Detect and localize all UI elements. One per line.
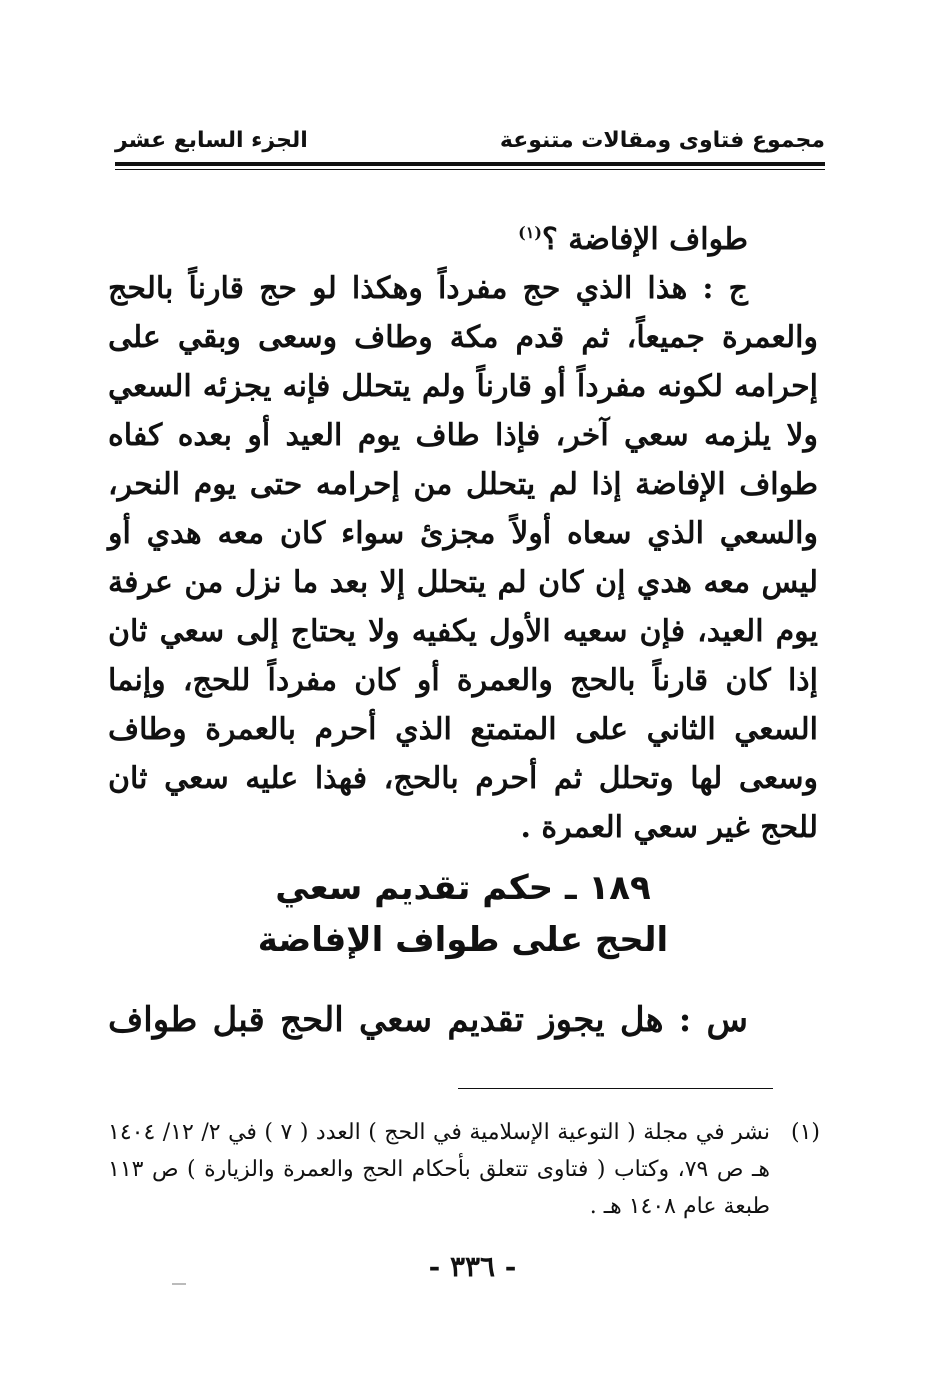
- fatwa-body: [108, 208, 818, 852]
- answer-paragraph: [108, 264, 818, 852]
- question-tail-text: طواف الإفاضة ؟: [541, 222, 748, 257]
- header-rule-thin: [115, 169, 825, 170]
- answer-text: ج : هذا الذي حج مفرداً وهكذا لو حج قارناً بالحج والعمرة جميعاً، ثم قدم مكة وطاف وسعى وبقي على إحرامه لكونه مفرداً أو قارناً ولم يتحلل فإنه يجزئه السعي ولا يلزمه سعي آخر، فإذا طاف يوم العيد أو بعده كفاه طواف الإفاضة إذا لم يتحلل من إحرامه حتى يوم النحر، والسعي الذي سعاه أولاً مجزئ سواء كان معه هدي أو ليس معه هدي إن كان لم يتحلل إلا بعد ما نزل من عرفة يوم العيد، فإن سعيه الأول يكفيه ولا يحتاج إلى سعي ثان إذا كان قارناً بالحج والعمرة أو كان مفرداً للحج، وإنما السعي الثاني على المتمتع الذي أحرم بالعمرة وطاف وسعى لها وتحلل ثم أحرم بالحج، فهذا عليه سعي ثان للحج غير سعي العمرة .: [108, 271, 818, 845]
- volume-label: الجزء السابع عشر: [115, 128, 308, 153]
- running-header: [115, 122, 825, 158]
- header-rule-thick: [115, 162, 825, 166]
- footnote-text: نشر في مجلة ( التوعية الإسلامية في الحج ) العدد ( ٧ ) في ٢/ ١٢/ ١٤٠٤ هـ ص ٧٩، وكتاب ( فتاوى تتعلق بأحكام الحج والعمرة والزيارة ) ص ١١٣ طبعة عام ١٤٠٨ هـ .: [108, 1120, 771, 1219]
- next-question: س : هل يجوز تقديم سعي الحج قبل طواف: [108, 1000, 748, 1040]
- footnote-separator: [458, 1088, 773, 1089]
- footnote: [108, 1114, 820, 1225]
- section-heading: [108, 862, 818, 966]
- footnote-reference: (١): [518, 223, 542, 242]
- scan-speck: [172, 1283, 186, 1285]
- question-tail: [108, 208, 818, 264]
- book-title: مجموع فتاوى ومقالات متنوعة: [499, 128, 825, 153]
- section-heading-line-1: ١٨٩ ـ حكم تقديم سعي: [275, 868, 651, 908]
- footnote-marker: (١): [790, 1120, 820, 1145]
- page-number: - ٣٣٦ -: [428, 1250, 517, 1283]
- section-heading-line-2: الحج على طواف الإفاضة: [257, 920, 669, 960]
